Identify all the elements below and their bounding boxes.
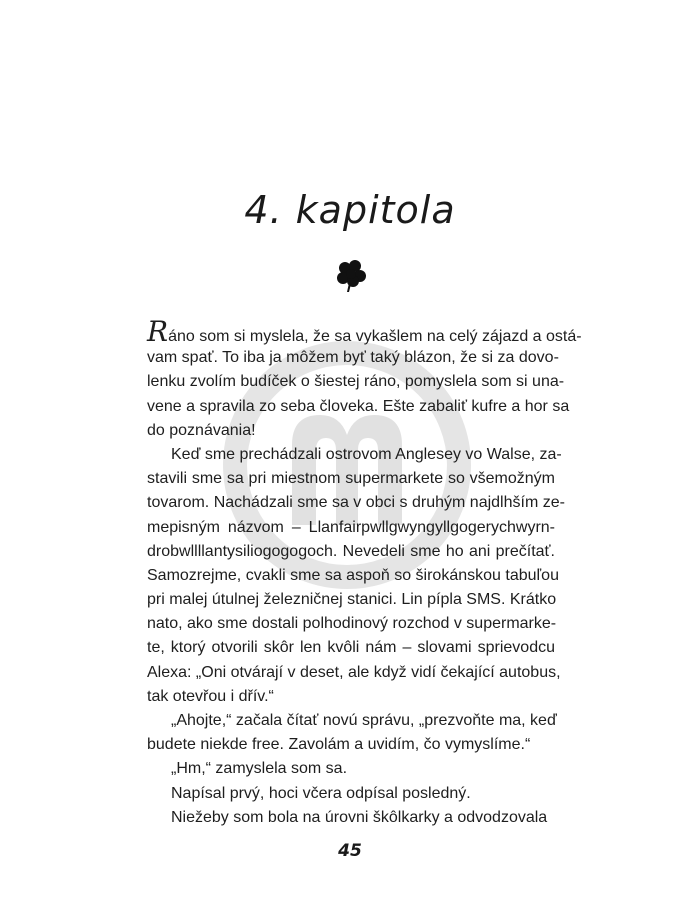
text-line <box>147 419 555 443</box>
line-text: nato, ako sme dostali polhodinový rozchod v supermarke- <box>147 615 557 633</box>
line-text: Samozrejme, cvakli sme sa aspoň so širokánskou tabuľou <box>147 566 559 584</box>
text-line <box>147 733 555 757</box>
body-text <box>147 315 582 830</box>
line-text: Niežeby som bola na úrovni škôlkarky a odvodzovala <box>171 808 548 826</box>
clover-icon <box>334 259 368 293</box>
text-line <box>147 782 555 806</box>
text-line <box>147 443 562 467</box>
chapter-title: 4. kapitola <box>244 188 456 232</box>
text-line <box>147 757 555 781</box>
text-line <box>147 685 555 709</box>
line-text: budete niekde free. Zavolám a uvidím, čo vymyslíme.“ <box>147 736 531 754</box>
text-line <box>147 709 555 733</box>
text-line <box>147 315 582 348</box>
text-line <box>147 564 559 588</box>
line-text: lenku zvolím budíček o šiestej ráno, pomyslela som si una- <box>147 373 565 391</box>
line-text: mepisným názvom – Llanfairpwllgwyngyllgogerychwyrn- <box>147 518 555 536</box>
text-line <box>147 636 555 660</box>
line-text: Alexa: „Oni otvárají v deset, ale když vidí čekající autobus, <box>147 663 561 681</box>
text-line <box>147 661 561 685</box>
line-text: pri malej útulnej železničnej stanici. Lin pípla SMS. Krátko <box>147 591 557 609</box>
line-text: te, ktorý otvorili skôr len kvôli nám – slovami sprievodcu <box>147 639 555 657</box>
text-line <box>147 491 565 515</box>
drop-cap: R <box>147 315 169 348</box>
line-text: „Ahojte,“ začala čítať novú správu, „prezvoňte ma, keď <box>171 712 557 729</box>
line-text: stavili sme sa pri miestnom supermarkete so všemožným <box>147 470 555 488</box>
text-line <box>147 806 555 830</box>
text-line <box>147 588 555 612</box>
text-line <box>147 346 559 370</box>
line-text: áno som si myslela, že sa vykašlem na celý zájazd a ostá- <box>168 328 582 345</box>
text-line <box>147 395 570 419</box>
line-text: tak otevřou i dřív.“ <box>147 687 274 705</box>
line-text: vam spať. To iba ja môžem byť taký blázon, že si za dovo- <box>147 349 559 367</box>
page-number: 45 <box>338 841 362 861</box>
text-line <box>147 370 565 394</box>
line-text: tovarom. Nachádzali sme sa v obci s druhým najdlhším ze- <box>147 494 565 512</box>
text-line <box>147 516 555 540</box>
line-text: drobwllllantysiliogogogoch. Nevedeli sme ho ani prečítať. <box>147 542 555 560</box>
text-line <box>147 540 555 564</box>
line-text: do poznávania! <box>147 421 256 439</box>
line-text: vene a spravila zo seba človeka. Ešte zabaliť kufre a hor sa <box>147 397 570 415</box>
line-text: „Hm,“ zamyslela som sa. <box>171 760 348 778</box>
line-text: Napísal prvý, hoci včera odpísal posledný. <box>171 784 471 802</box>
line-text: Keď sme prechádzali ostrovom Anglesey vo Walse, za- <box>171 445 562 463</box>
text-line <box>147 612 555 636</box>
text-line <box>147 467 555 491</box>
